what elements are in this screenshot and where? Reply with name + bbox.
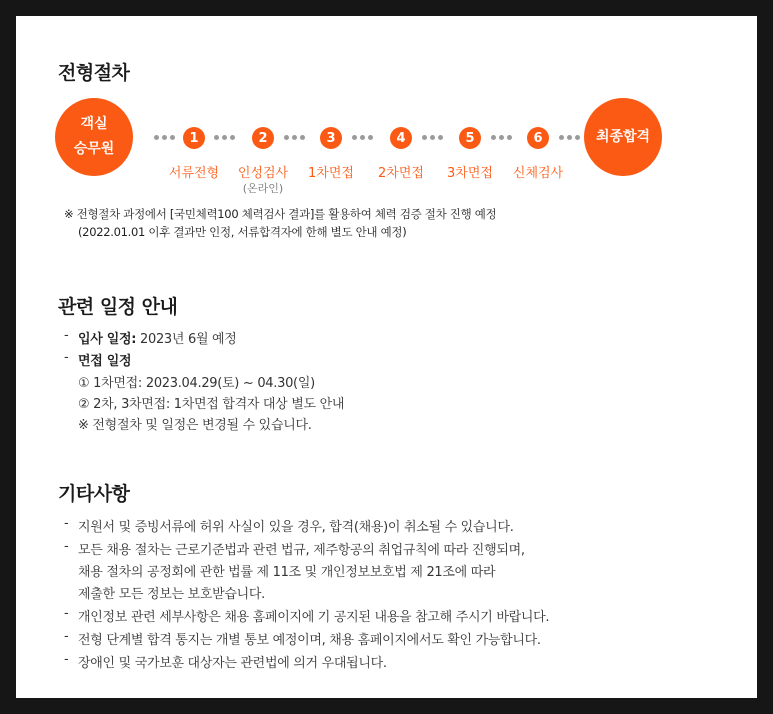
etc-item-2-cont-2: 제출한 모든 정보는 보호받습니다. (78, 587, 265, 602)
interview-schedule-label (78, 350, 131, 369)
step-3-label: 1차면접 (308, 166, 354, 181)
connector-dots (352, 135, 373, 141)
bullet-dash: - (64, 328, 69, 343)
step-2-badge: 2 (252, 127, 274, 149)
connector-dots (559, 135, 580, 141)
connector-dots (154, 135, 175, 141)
connector-dots (491, 135, 512, 141)
etc-item-2-cont-1: 채용 절차의 공정회에 관한 법률 제 11조 및 개인정보보호법 제 21조에 따라 (78, 565, 496, 580)
process-title: 전형절차 (58, 62, 130, 84)
bullet-dash: - (64, 350, 69, 365)
connector-dots (214, 135, 235, 141)
etc-item-3: 개인정보 관련 세부사항은 채용 홈페이지에 기 공지된 내용을 참고해 주시기 바랍니다. (78, 610, 550, 625)
join-schedule-label: 입사 일정: (78, 332, 137, 347)
start-circle-line1: 객실 (80, 116, 108, 132)
step-6-badge: 6 (527, 127, 549, 149)
etc-item-2: 모든 채용 절차는 근로기준법과 관련 법규, 제주항공의 취업규칙에 따라 진행되며, (78, 543, 525, 558)
document-page (16, 16, 757, 698)
interview-line-2: ② 2차, 3차면접: 1차면접 합격자 대상 별도 안내 (78, 397, 345, 412)
bullet-dash: - (64, 516, 69, 531)
process-note-line2: (2022.01.01 이후 결과만 인정, 서류합격자에 한해 별도 안내 예정) (78, 225, 407, 239)
bullet-dash: - (64, 539, 69, 554)
etc-item-1: 지원서 및 증빙서류에 허위 사실이 있을 경우, 합격(채용)이 취소될 수 있습니다. (78, 520, 514, 535)
step-6-label: 신체검사 (512, 166, 564, 181)
end-circle-final-pass (584, 98, 662, 176)
etc-item-5: 장애인 및 국가보훈 대상자는 관련법에 의거 우대됩니다. (78, 656, 387, 671)
start-circle-cabin-crew (55, 98, 133, 176)
step-1-label: 서류전형 (168, 166, 220, 181)
step-2-label: 인성검사 (237, 166, 289, 181)
etc-item-4: 전형 단계별 합격 통지는 개별 통보 예정이며, 채용 홈페이지에서도 확인 가능합니다. (78, 633, 541, 648)
schedule-title: 관련 일정 안내 (58, 296, 178, 318)
interview-schedule-heading: 면접 일정 (78, 354, 132, 369)
step-1-badge: 1 (183, 127, 205, 149)
bullet-dash: - (64, 629, 69, 644)
step-5-badge: 5 (459, 127, 481, 149)
bullet-dash: - (64, 606, 69, 621)
interview-line-1: ① 1차면접: 2023.04.29(토) ~ 04.30(일) (78, 376, 315, 391)
step-4-label: 2차면접 (378, 166, 424, 181)
connector-dots (284, 135, 305, 141)
step-5-label: 3차면접 (447, 166, 493, 181)
join-schedule-value: 2023년 6월 예정 (136, 332, 237, 347)
connector-dots (422, 135, 443, 141)
bullet-dash: - (64, 652, 69, 667)
join-schedule (78, 328, 237, 347)
start-circle-line2: 승무원 (73, 141, 115, 157)
step-2-sub: (온라인) (242, 182, 284, 195)
step-3-badge: 3 (320, 127, 342, 149)
process-note-line1: ※ 전형절차 과정에서 [국민체력100 체력검사 결과]를 활용하여 체력 검증 절차 진행 예정 (64, 207, 497, 221)
step-4-badge: 4 (390, 127, 412, 149)
interview-line-3: ※ 전형절차 및 일정은 변경될 수 있습니다. (78, 418, 312, 433)
etc-title: 기타사항 (58, 483, 130, 505)
end-circle-label: 최종합격 (595, 128, 651, 145)
